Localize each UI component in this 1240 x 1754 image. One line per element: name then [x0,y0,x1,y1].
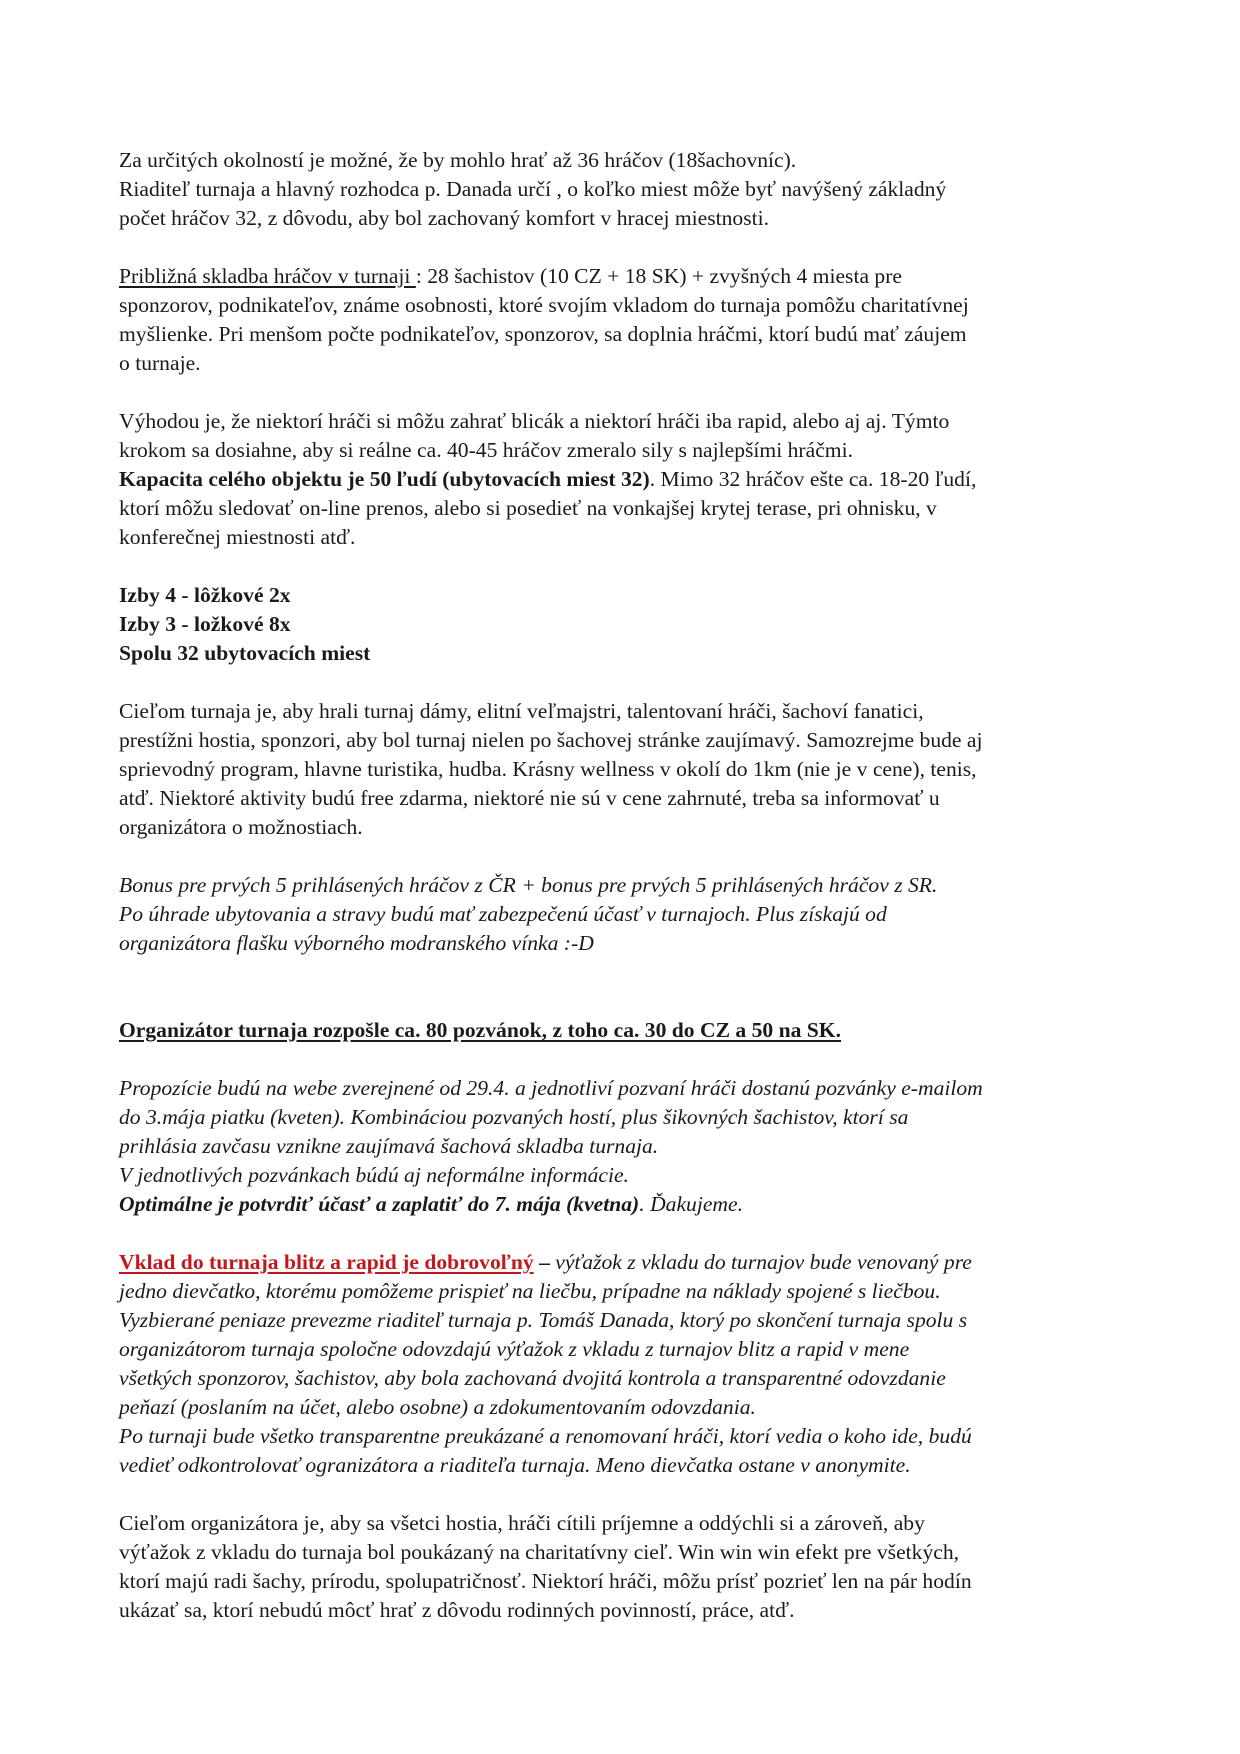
text-line: Vyzbierané peniaze prevezme riaditeľ turnaja p. Tomáš Danada, ktorý po skončení turnaja spolu s [119,1308,968,1332]
text-line: počet hráčov 32, z dôvodu, aby bol zachovaný komfort v hracej miestnosti. [119,206,770,230]
text-line: Vklad do turnaja blitz a rapid je dobrovoľný – výťažok z vkladu do turnajov bude venovaný pre [119,1250,972,1274]
paragraph-invitations [119,1016,1129,1045]
text-line: o turnaje. [119,351,201,375]
text-line: ktorí môžu sledovať on-line prenos, alebo si posedieť na vonkajšej krytej terase, pri ohnisku, v [119,496,937,520]
rooms-item: Izby 4 - lôžkové 2x [119,583,291,607]
text-line: myšlienke. Pri menšom počte podnikateľov, sponzorov, sa doplnia hráčmi, ktorí budú mať záujem [119,322,967,346]
text-line: Po úhrade ubytovania a stravy budú mať zabezpečenú účasť v turnajoch. Plus získajú od [119,902,887,926]
capacity-bold: Kapacita celého objektu je 50 ľudí (ubytovacích miest 32) [119,467,650,491]
text-line: Cieľom turnaja je, aby hrali turnaj dámy, elitní veľmajstri, talentovaní hráči, šachoví fanatici, [119,699,924,723]
text-line: ktorí majú radi šachy, prírodu, spolupatričnosť. Niektorí hráči, môžu prísť pozrieť len na pár hodín [119,1569,972,1593]
invitations-heading: Organizátor turnaja rozpošle ca. 80 pozvánok, z toho ca. 30 do CZ a 50 na SK. [119,1018,841,1042]
text-line: Približná skladba hráčov v turnaji : 28 šachistov (10 CZ + 18 SK) + zvyšných 4 miesta pre [119,264,902,288]
text-line: organizátora flašku výborného modranského vínka :-D [119,931,594,955]
text-line: Po turnaji bude všetko transparentne preukázané a renomovaní hráči, ktorí vedia o koho ide, budú [119,1424,972,1448]
text-line: Za určitých okolností je možné, že by mohlo hrať až 36 hráčov (18šachovníc). [119,148,797,172]
paragraph-bonus [119,871,1129,958]
deadline-bold: Optimálne je potvrdiť účasť a zaplatiť do 7. mája (kvetna) [119,1192,640,1216]
rooms-item: Izby 3 - ložkové 8x [119,612,291,636]
text-line: Optimálne je potvrdiť účasť a zaplatiť do 7. mája (kvetna). Ďakujeme. [119,1192,743,1216]
text-line: vedieť odkontrolovať ogranizátora a riaditeľa turnaja. Meno dievčatka ostane v anonymite. [119,1453,911,1477]
paragraph-player-count [119,146,1129,233]
paragraph-donation [119,1248,1129,1480]
rooms-list [119,581,1129,668]
paragraph-propositions [119,1074,1129,1219]
paragraph-goal [119,697,1129,842]
text-line: konferečnej miestnosti atď. [119,525,356,549]
paragraph-player-composition [119,262,1129,378]
text-line: organizátora o možnostiach. [119,815,363,839]
text-line: sponzorov, podnikateľov, známe osobnosti, ktoré svojím vkladom do turnaja pomôžu charitatívnej [119,293,969,317]
text-line: sprievodný program, hlavne turistika, hudba. Krásny wellness v okolí do 1km (nie je v cene), tenis, [119,757,977,781]
text-line: jedno dievčatko, ktorému pomôžeme prispieť na liečbu, prípadne na náklady spojené s liečbou. [119,1279,941,1303]
rooms-total: Spolu 32 ubytovacích miest [119,641,371,665]
text-line: Bonus pre prvých 5 prihlásených hráčov z ČR + bonus pre prvých 5 prihlásených hráčov z SR. [119,873,938,897]
text-line: Cieľom organizátora je, aby sa všetci hostia, hráči cítili príjemne a oddýchli si a zároveň, aby [119,1511,925,1535]
text-line: všetkých sponzorov, šachistov, aby bola zachovaná dvojitá kontrola a transparentné odovzdanie [119,1366,946,1390]
paragraph-capacity [119,407,1129,552]
paragraph-organizer-goal [119,1509,1129,1625]
donation-heading: Vklad do turnaja blitz a rapid je dobrovoľný [119,1250,534,1274]
text-line: do 3.mája piatku (kveten). Kombináciou pozvaných hostí, plus šikovných šachistov, ktorí sa [119,1105,909,1129]
text-line: peňazí (poslaním na účet, alebo osobne) a zdokumentovaním odovzdania. [119,1395,756,1419]
composition-heading: Približná skladba hráčov v turnaji [119,264,416,288]
text-line: prestížni hostia, sponzori, aby bol turnaj nielen po šachovej stránke zaujímavý. Samozrejme bude aj [119,728,983,752]
text-line: prihlásia zavčasu vznikne zaujímavá šachová skladba turnaja. [119,1134,659,1158]
text-line: V jednotlivých pozvánkach búdú aj neformálne informácie. [119,1163,629,1187]
text-line: Propozície budú na webe zverejnené od 29.4. a jednotliví pozvaní hráči dostanú pozvánky e-mailom [119,1076,983,1100]
text-line: atď. Niektoré aktivity budú free zdarma, niektoré nie sú v cene zahrnuté, treba sa informovať u [119,786,940,810]
text-line: Výhodou je, že niektorí hráči si môžu zahrať blicák a niektorí hráči iba rapid, alebo aj aj. Týmto [119,409,950,433]
text-line: Riaditeľ turnaja a hlavný rozhodca p. Danada určí , o koľko miest môže byť navýšený základný [119,177,947,201]
text-line: Kapacita celého objektu je 50 ľudí (ubytovacích miest 32). Mimo 32 hráčov ešte ca. 18-20 ľudí, [119,467,977,491]
document-page [119,146,1129,1625]
text-line: organizátorom turnaja spoločne odovzdajú výťažok z vkladu z turnajov blitz a rapid v mene [119,1337,910,1361]
text-line: výťažok z vkladu do turnaja bol poukázaný na charitatívny cieľ. Win win win efekt pre všetkých, [119,1540,960,1564]
text-line: ukázať sa, ktorí nebudú môcť hrať z dôvodu rodinných povinností, práce, atď. [119,1598,795,1622]
text-line: krokom sa dosiahne, aby si reálne ca. 40-45 hráčov zmeralo sily s najlepšími hráčmi. [119,438,853,462]
